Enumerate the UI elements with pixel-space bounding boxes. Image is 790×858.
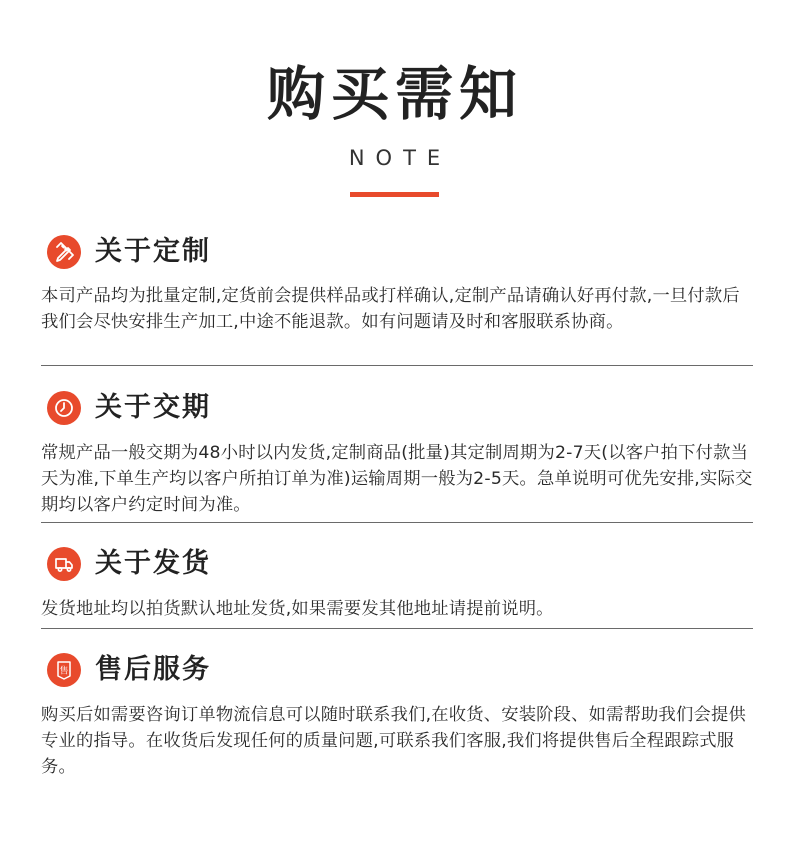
after-sales-icon-glyph: 售 — [59, 666, 69, 677]
section-header — [47, 650, 211, 690]
pencil-ruler-icon — [47, 235, 81, 269]
section-body: 本司产品均为批量定制,定货前会提供样品或打样确认,定制产品请确认好再付款,一旦付款后我们会尽快安排生产加工,中途不能退款。如有问题请及时和客服联系协商。 — [41, 286, 740, 332]
section-body: 发货地址均以拍货默认地址发货,如果需要发其他地址请提前说明。 — [41, 599, 554, 619]
section-customization — [41, 232, 753, 366]
section-title: 售后服务 — [95, 654, 211, 685]
page-subtitle: NOTE — [348, 146, 452, 170]
section-title: 关于定制 — [95, 236, 211, 267]
section-divider — [41, 522, 753, 523]
section-header — [47, 388, 211, 428]
clock-icon — [47, 391, 81, 425]
section-after-sales — [41, 650, 753, 790]
page-title: 购买需知 — [266, 60, 523, 128]
section-divider — [41, 365, 753, 366]
delivery-truck-icon — [47, 547, 81, 581]
section-title: 关于交期 — [95, 392, 211, 423]
section-body: 购买后如需要咨询订单物流信息可以随时联系我们,在收货、安装阶段、如需帮助我们会提供专业的指导。在收货后发现任何的质量问题,可联系我们客服,我们将提供售后全程跟踪式服务。 — [41, 705, 746, 777]
section-delivery-time — [41, 388, 753, 523]
section-header — [47, 232, 211, 272]
section-divider — [41, 628, 753, 629]
section-title: 关于发货 — [95, 548, 211, 579]
section-shipping — [41, 544, 753, 630]
section-header — [47, 544, 211, 584]
title-accent-bar — [350, 192, 439, 197]
section-body: 常规产品一般交期为48小时以内发货,定制商品(批量)其定制周期为2-7天(以客户拍下付款当天为准,下单生产均以客户所拍订单为准)运输周期一般为2-5天。急单说明可优先安排,实际交期均以客户约定时间为准。 — [41, 443, 753, 515]
after-sales-icon — [47, 653, 81, 687]
